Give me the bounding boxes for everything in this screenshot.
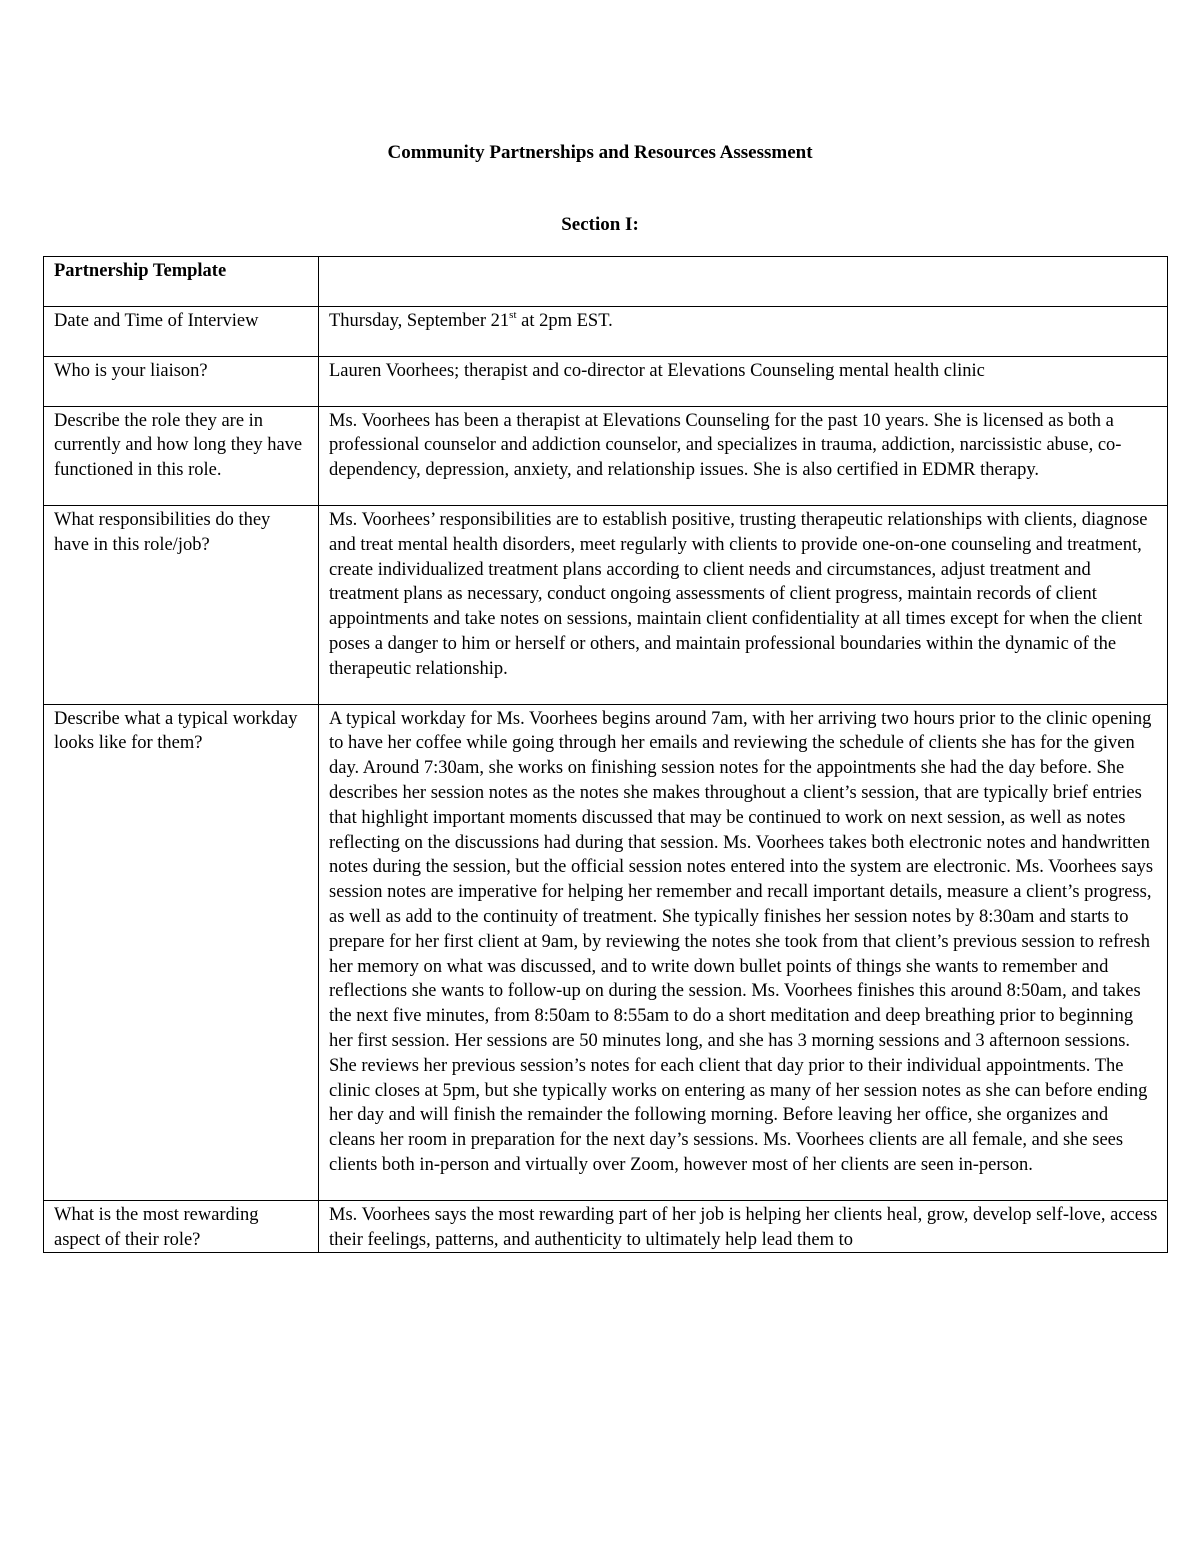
answer-cell: Ms. Voorhees says the most rewarding part of her job is helping her clients heal, grow, develop self-love, access their feelings, patterns, and authenticity to ultimately help lead them to [319,1200,1168,1253]
table-row [44,406,1168,505]
answer-cell: Lauren Voorhees; therapist and co-director at Elevations Counseling mental health clinic [319,356,1168,406]
table-header-value [319,257,1168,307]
ordinal-suffix: st [509,308,517,321]
table-row [44,1200,1168,1253]
question-cell: What is the most rewarding aspect of their role? [44,1200,319,1253]
answer-cell: A typical workday for Ms. Voorhees begins around 7am, with her arriving two hours prior to the clinic opening to have her coffee while going through her emails and reviewing the schedule of clients she has for the given day. Around 7:30am, she works on finishing session notes for the appointments she had the day before. She describes her session notes as the notes she makes throughout a client’s session, that are typically brief entries that highlight important moments discussed that may be continued to work on next session, as well as notes reflecting on the discussions had during that session. Ms. Voorhees takes both electronic notes and handwritten notes during the session, but the official session notes entered into the system are electronic. Ms. Voorhees says session notes are imperative for helping her remember and recall important details, measure a client’s progress, as well as add to the continuity of treatment. She typically finishes her session notes by 8:30am and starts to prepare for her first client at 9am, by reviewing the notes she took from that client’s previous session to refresh her memory on what was discussed, and to write down bullet points of things she wants to remember and reflections she wants to follow-up on during the session. Ms. Voorhees finishes this around 8:50am, and takes the next five minutes, from 8:50am to 8:55am to do a short meditation and deep breathing prior to beginning her first session. Her sessions are 50 minutes long, and she has 3 morning sessions and 3 afternoon sessions. She reviews her previous session’s notes for each client that day prior to their individual appointments. The clinic closes at 5pm, but she typically works on entering as many of her session notes as she can before ending her day and will finish the remainder the following morning. Before leaving her office, she organizes and cleans her room in preparation for the next day’s sessions. Ms. Voorhees clients are all female, and she sees clients both in-person and virtually over Zoom, however most of her clients are seen in-person. [319,704,1168,1200]
question-cell: Describe the role they are in currently and how long they have functioned in this role. [44,406,319,505]
question-cell: Describe what a typical workday looks like for them? [44,704,319,1200]
document-title: Community Partnerships and Resources Assessment [387,142,813,163]
table-row [44,356,1168,406]
table-row [44,307,1168,357]
section-heading: Section I: [561,214,639,235]
question-cell: Who is your liaison? [44,356,319,406]
answer-cell: Ms. Voorhees has been a therapist at Elevations Counseling for the past 10 years. She is licensed as both a professional counselor and addiction counselor, and specializes in trauma, addiction, narcissistic abuse, co-dependency, depression, anxiety, and relationship issues. She is also certified in EDMR therapy. [319,406,1168,505]
answer-cell [319,307,1168,357]
question-cell: What responsibilities do they have in this role/job? [44,505,319,704]
partnership-template-table [43,256,1168,1253]
answer-cell: Ms. Voorhees’ responsibilities are to establish positive, trusting therapeutic relationships with clients, diagnose and treat mental health disorders, meet regularly with clients to provide one-on-one counseling and treatment, create individualized treatment plans according to client needs and circumstances, adjust treatment and treatment plans as necessary, conduct ongoing assessments of client progress, maintain records of client appointments and take notes on sessions, maintain client confidentiality at all times except for when the client poses a danger to him or herself or others, and maintain professional boundaries within the dynamic of the therapeutic relationship. [319,505,1168,704]
table-row [44,505,1168,704]
question-cell: Date and Time of Interview [44,307,319,357]
table-header-label: Partnership Template [44,257,319,307]
answer-text: Thursday, September 21 [329,311,510,331]
table-header-row [44,257,1168,307]
table-row [44,704,1168,1200]
answer-text-end: at 2pm EST. [516,311,613,331]
